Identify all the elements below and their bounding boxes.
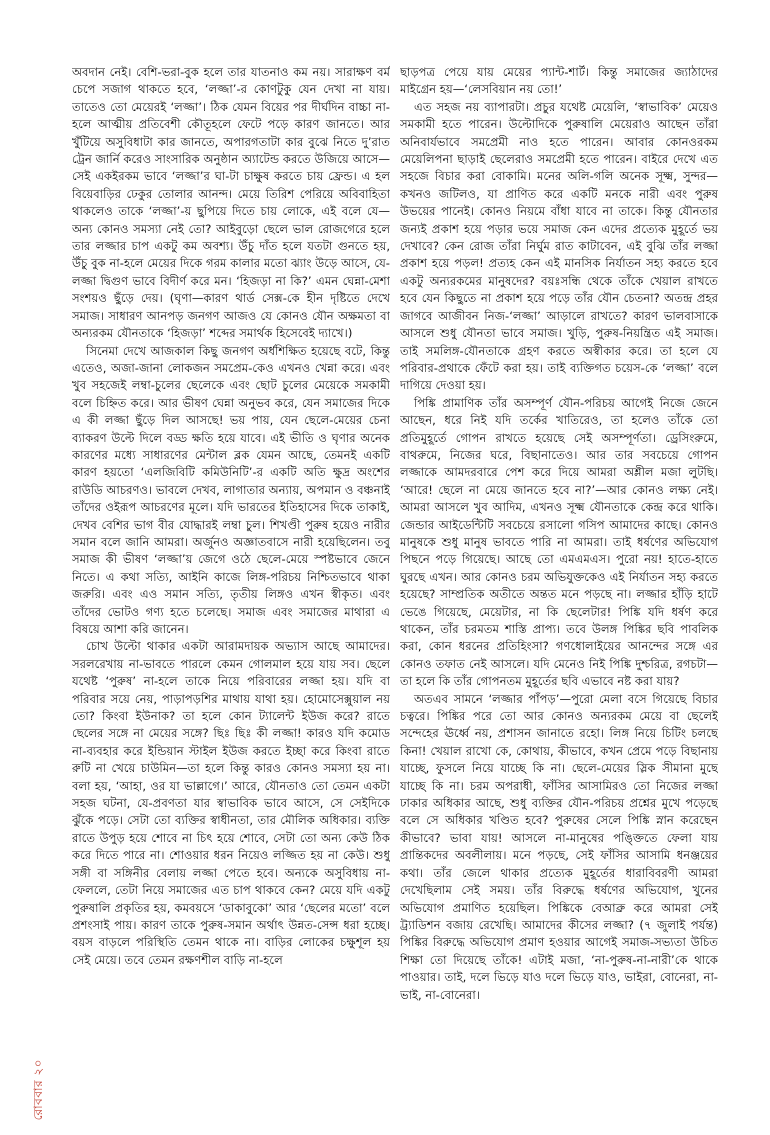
paragraph: চোখ উল্টো থাকার একটা আরামদায়ক অভ্যাস আছে আমাদের। সরলরেখায় না-ভাবতে পারলে কেমন গোলমাল হয়ে যায় সব। ছেলে যথেষ্ট ‘পুরুষ’ না-হলে তাকে নিয়ে পরিবারের লজ্জা হয়। যদি বা পরিবার সয়ে নেয়, পাড়াপড়শির মাথায় যাথা হয়। হোমোসেক্সুয়াল নয় তো? কিংবা ইউনাক? তা হলে কোন ট্যালেন্ট ইউজ করে? রাতে ছেলের সঙ্গে না মেয়ের সঙ্গে? ছিঃ ছিঃ কী লজ্জা! কারও যদি কমোড না-ব্যবহার করে ইন্ডিয়ান স্টাইল ইউজ করতে ইচ্ছা করে কিংবা রাতে রুটি না খেয়ে চাউমিন—তা হলে কিন্তু কারও কোনও সমস্যা হয় না। বলা হয়, ‘আহা, ওর যা ভাল্লাগে।’ আরে, যৌনতাও তো তেমন একটা সহজ ঘটনা, যে-প্রবণতা যার স্বাভাবিক ভাবে আসে, সে সেইদিকে ঝুঁকে পড়ে। সেটা তো ব্যক্তির স্বাধীনতা, তার মৌলিক অধিকার। ব্যক্তি রাতে উপুড় হয়ে শোবে না চিৎ হয়ে শোবে, সেটা তো অন্য কেউ ঠিক করে দিতে পারে না। শোওয়ার ধরন নিয়েও লজ্জিত হয় না কেউ। শুধু সঙ্গী বা সঙ্গিনীর বেলায় লজ্জা পেতে হবে। অন্যকে অসুবিধায় না-ফেললে, তেটা নিয়ে সমাজের এত চাপ থাকবে কেন? মেয়ে যদি একটু পুরুষালি প্রকৃতির হয়, কমবয়সে ‘ডাকাবুকো’ আর ‘ছেলের মতো’ বলে প্রশংসাই পায়। কারণ তাকে পুরুষ-সমান অর্থাৎ উন্নত-সেন্স ধরা হচ্ছে। বয়স বাড়লে পরিস্থিতি তেমন থাকে না। বাড়ির লোকের চক্ষুশূল হয় সেই মেয়ে। তবে তেমন রক্ষণশীল বাড়ি না-হলে	[72, 639, 390, 967]
left-column	[72, 64, 390, 1124]
paragraph: সিনেমা দেখে আজকাল কিছু জনগণ অর্ধশিক্ষিত হয়েছে বটে, কিন্তু এতেও, অজা-জানা লোকজন সমপ্রেম-কেও এখনও খেন্না করে। এবং খুব সহজেই লম্বা-চুলের ছেলেকে এবং ছোট চুলের মেয়েকে সমকামী বলে চিহ্নিত করে। আর ভীষণ ঘেন্না অনুভব করে, যেন সমাজের দিকে এ কী লজ্জা ছুঁড়ে দিল আসছে! ভয় পায়, যেন ছেলে-মেয়ের চেনা ব্যাকরণ উল্টে দিলে বড্ড ক্ষতি হয়ে যাবে। এই ভীতি ও ঘৃণার অনেক কারণের মধ্যে সাধারণের মেন্টাল ব্লক যেমন আছে, তেমনই একটি কারণ হয়তো ‘এলজিবিটি কমিউনিটি’-র একটি অতি ক্ষুদ্র অংশের রাউডি আচরণও। ভাবলে দেখব, লাগাতার অন্যায়, অপমান ও বঞ্চনাই তাঁদের ওইরূপ আচরণের মূলে। যদি ভারতের ইতিহাসের দিকে তাকাই, দেখব বেশির ভাগ বীর যোদ্ধারই লম্বা চুল। শিখণ্ডী পুরুষ হয়েও নারীর সমান বলে জানি আমরা। অর্জুনও অজ্ঞাতবাসে নারী হয়েছিলেন। তবু সমাজ কী ভীষণ ‘লজ্জা’য় জেগে ওঠে ছেলে-মেয়ে স্পষ্টভাবে জেনে নিতে। এ কথা সত্যি, আইনি কাজে লিঙ্গ-পরিচয় নিশ্চিতভাবে থাকা জরুরি। এবং এও সমান সত্যি, তৃতীয় লিঙ্গও এখন স্বীকৃত। এবং তাঁদের ভোটও গণ্য হতে চলেছে। সমাজ এবং সমাজের মাথারা এ বিষয়ে আশা করি জানেন।	[72, 343, 390, 636]
paragraph: পিঙ্কি প্রামাণিক তাঁর অসম্পূর্ণ যৌন-পরিচয় আগেই নিজে জেনে আছেন, ধরে নিই যদি তর্কের খাতিরেও, তা হলেও তাঁকে তো প্রতিমুহূর্তে গোপন রাখতে হয়েছে সেই অসম্পূর্ণতা। ড্রেসিংরুমে, বাথরুমে, নিজের ঘরে, বিছানাতেও। আর তার সবচেয়ে গোপন লজ্জাকে আমদরবারে পেশ করে দিয়ে আমরা অশ্লীল মজা লুটছি। ‘আরে! ছেলে না মেয়ে জানতে হবে না?’—আর কোনও লক্ষ্য নেই। আমরা আসলে খুব আদিম, এখনও সূক্ষ্ম যৌনতাকে কেন্দ্র করে থাকি। জেন্ডার আইডেন্টিটি সবচেয়ে রসালো গসিপ আমাদের কাছে। কোনও মানুষকে শুধু মানুষ ভাবতে পারি না আমরা। তাই ধর্ষণের অভিযোগ পিছনে পড়ে গিয়েছে। আছে তো এমএমএস। পুরো নয়! হাতে-হাতে ঘুরছে এখন। আর কোনও চরম অভিযুক্তকেও এই নির্যাতন সহ্য করতে হয়েছে? সাম্প্রতিক অতীতে অন্তত মনে পড়ছে না। লজ্জার হাঁড়ি হাটে ভেঙে গিয়েছে, মেয়েটার, না কি ছেলেটার! পিঙ্কি যদি ধর্ষণ করে থাকেন, তাঁর চরমতম শাস্তি প্রাপ্য। তবে উলঙ্গ পিঙ্কির ছবি পাবলিক করা, কোন ধরনের প্রতিহিংসা? গণধোলাইয়ের আনন্দের সঙ্গে এর কোনও তফাত নেই আসলে। যদি মেনেও নিই পিঙ্কি দুশ্চরিত্র, রগচটা—তা হলে কি তাঁর গোপনতম মুহূর্তের ছবি এভাবে নষ্ট করা যায়?	[400, 395, 718, 689]
page-folio	[28, 1030, 48, 1120]
paragraph: অতএব সামনে ‘লজ্জার পাঁপড়’—পুরো মেলা বসে গিয়েছে বিচার চত্বরে। পিঙ্কির পরে তো আর কোনও অন্যরকম মেয়ে বা ছেলেই সন্দেহের ঊর্ধ্বে নয়, প্রশাসন জানাতে রহো। লিঙ্গ নিয়ে চিটিং চলছে কিনা! খেয়াল রাখো কে, কোথায়, কীভাবে, কখন প্রেমে পড়ে বিছানায় যাচ্ছে, ফুসলে নিয়ে যাচ্ছে কি না। ছেলে-মেয়ের স্লিক সীমানা মুছে যাচ্ছে কি না। চরম অপরাধী, ফাঁসির আসামিরও তো নিজের লজ্জা ঢাকার অধিকার আছে, শুধু ব্যক্তির যৌন-পরিচয় প্রশ্নের মুখে পড়েছে বলে সে অধিকার খণ্ডিত হবে? পুরুষের সেলে পিঙ্কি স্নান করেছেন কীভাবে? ভাবা যায়! আসলে না-মানুষের পঙ্ক্তিতে ফেলা যায় প্রান্তিকদের অবলীলায়। মনে পড়ছে, সেই ফাঁসির আসামি ধনঞ্জয়ের কথা। তাঁর জেলে থাকার প্রত্যেক মুহূর্তের ধারাবিবরণী আমরা দেখেছিলাম সেই সময়। তাঁর বিরুদ্ধে ধর্ষণের অভিযোগ, খুনের অভিযোগ প্রমাণিত হয়েছিল। পিঙ্কিকে বেআব্রু করে আমরা সেই ট্র্যাডিশন বজায় রেখেছি। আমাদের কীসের লজ্জা? (৭ জুলাই পর্যন্ত) পিঙ্কির বিরুদ্ধে অভিযোগ প্রমাণ হওয়ার আগেই সমাজ-সভ্যতা উচিত শিক্ষা তো দিয়েছে তাঁকে! এটাই মজা, ‘না-পুরুষ-না-নারী’কে থাকে পাওয়ার। তাই, দলে ভিড়ে যাও দলে ভিড়ে যাও, ভাইরা, বোনেরা, না-ভাই, না-বোনেরা।	[400, 691, 718, 1002]
paragraph: এত সহজ নয় ব্যাপারটা। প্রচুর যথেষ্ট মেয়েলি, ‘স্বাভাবিক’ মেয়েও সমকামী হতে পারেন। উল্টোদিকে পুরুষালি মেয়েরাও আছেন তাঁরা অনিবার্যভাবে সমপ্রেমী নাও হতে পারেন। আবার কোনওরকম মেয়েলিপনা ছাড়াই ছেলেরাও সমপ্রেমী হতে পারেন। বাইরে দেখে এত সহজে বিচার করা বোকামি। মনের অলি-গলি অনেক সূক্ষ্ম, সুন্দর—কখনও জটিলও, যা প্রাণিত করে একটি মনকে নারী এবং পুরুষ উভয়ের পানেই। কোনও নিয়মে বাঁধা যাবে না তাকে। কিন্তু যৌনতার জন্যই প্রকাশ হয়ে পড়ার ভয়ে সমাজ কেন এদের প্রত্যেক মুহূর্তে ভয় দেখাবে? কেন রোজ তাঁরা নির্ঘুম রাত কাটাবেন, এই বুঝি তাঁর লজ্জা প্রকাশ হয়ে পড়ল! প্রত্যহ কেন এই মানসিক নির্যাতন সহ্য করতে হবে একটু অন্যরকমের মানুষদের? বয়ঃসন্ধি থেকে তাঁকে খেয়াল রাখতে হবে যেন কিছুতে না প্রকাশ হয়ে পড়ে তাঁর যৌন চেতনা? অতন্দ্র প্রহর জাগবে আজীবন নিজ-‘লজ্জা’ আড়ালে রাখতে? কারণ ভালবাসাকে আসলে শুধু যৌনতা ভাবে সমাজ। খুড়ি, পুরুষ-নিয়ন্ত্রিত এই সমাজ। তাই সমলিঙ্গ-যৌনতাকে গ্রহণ করতে অস্বীকার করে। তা হলে যে পরিবার-প্রথাকে ফেঁটে করা হয়। তাই ব্যক্তিগত চয়েস-কে ‘লজ্জা’ বলে দাগিয়ে দেওয়া হয়।	[400, 99, 718, 393]
paragraph: ছাড়পত্র পেয়ে যায় মেয়ের প্যান্ট-শার্ট। কিন্তু সমাজের জ্যাঠাদের মাইগ্রেন হয়—‘লেসবিয়ান নয় তো!’	[400, 65, 718, 97]
paragraph: অবদান নেই। বেশি-ভরা-বুক হলে তার যাতনাও কম নয়। সারাক্ষণ বর্ম চেপে সজাগ থাকতে হবে, ‘লজ্জা’-র কোণটুকু যেন দেখা না যায়। তাতেও তো মেয়েরই ‘লজ্জা’। ঠিক যেমন বিয়ের পর দীর্ঘদিন বাচ্চা না-হলে আত্মীয় প্রতিবেশী কৌতূহলে ফেটে পড়ে কারণ জানতে। আর খুঁটিয়ে অসুবিধাটা কার জানতে, অপারগতাটা কার বুঝে নিতে দু’রাত ট্রেন জার্নি করেও সাংসারিক অনুষ্ঠান অ্যাটেন্ড করতে উজিয়ে আসে—সেই একইরকম ভাবে ‘লজ্জা’র ঘা-টা চাক্ষুষ করতে চায় ফ্রেন্ড। এ হল বিয়েবাড়ির ঢেকুর তোলার আনন্দ। মেয়ে তিরিশ পেরিয়ে অবিবাহিতা থাকলেও তাকে ‘লজ্জা’-য় ছুপিয়ে দিতে চায় লোকে, এই বলে যে—অন্য কোনও সমস্যা নেই তো? আইবুড়ো ছেলে ভাল রোজগেরে হলে তার লজ্জার চাপ একটু কম অবশ্য। উঁচু দাঁত হলে যতটা গুনতে হয়, উঁচু বুক না-হলে মেয়ের দিকে গরম কালার মতো ঝ্যাং উড়ে আসে, যে-লজ্জা দ্বিগুণ ভাবে বিদীর্ণ করে মন। ‘হিজড়া না কি?’ এমন ঘেন্না-মেশা সংশয়ও ছুঁড়ে দেয়। (ঘৃণা—কারণ থার্ড সেক্স-কে হীন দৃষ্টিতে দেখে সমাজ। সাধারণ আনপড় জনগণ আজও যে কোনও যৌন অক্ষমতা বা অন্যরকম যৌনতাকে ‘হিজড়া’ শব্দের সমার্থক হিসেবেই দ্যাখে।)	[72, 65, 390, 341]
folio-label: রোববার ২০	[31, 1058, 45, 1120]
right-column	[400, 64, 718, 1124]
